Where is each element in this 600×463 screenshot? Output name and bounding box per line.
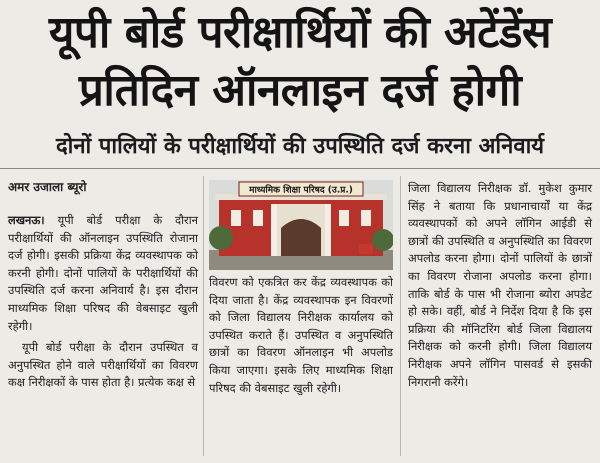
pillar bbox=[271, 204, 277, 256]
article-column-1 bbox=[8, 212, 198, 392]
article-paragraph: यूपी बोर्ड परीक्षा के दौरान उपस्थित व अनुपस्थित होने वाले परीक्षार्थियों का विवरण कक्ष निरीक्षकों के पास होता है। प्रत्येक कक्ष से bbox=[8, 340, 198, 390]
sign-text: माध्यमिक शिक्षा परिषद (उ.प्र.) bbox=[249, 185, 353, 196]
window bbox=[339, 210, 349, 226]
article-paragraph: विवरण को एकत्रित कर केंद्र व्यवस्थापक को दिया जाता है। केंद्र व्यवस्थापक इन विवरणों को जिला विद्यालय निरीक्षक कार्यालय को उपस्थित कराते हैं। उपस्थित व अनुपस्थिति छात्रों का विवरण ऑनलाइन भी अपलोड किया जाएगा। इसके लिए माध्यमिक शिक्षा परिषद की वेबसाइट खुली रहेगी। bbox=[209, 275, 393, 395]
window bbox=[361, 210, 371, 226]
column-divider bbox=[400, 176, 401, 456]
headline-line-1: यूपी बोर्ड परीक्षार्थियों की अटेंडेंस bbox=[48, 7, 552, 58]
arched-doorway bbox=[281, 219, 321, 256]
header-divider bbox=[0, 168, 600, 169]
headline-line-2: प्रतिदिन ऑनलाइन दर्ज होगी bbox=[78, 65, 522, 116]
article-column-3 bbox=[408, 180, 592, 391]
window bbox=[231, 210, 241, 226]
article-paragraph bbox=[8, 212, 198, 335]
window bbox=[253, 210, 263, 226]
article-paragraph: जिला विद्यालय निरीक्षक डॉ. मुकेश कुमार सिंह ने बताया कि प्रधानाचार्यों या केंद्र व्यवस्थापकों को अपने लॉगिन आईडी से छात्रों की उपस्थिति व अनुपस्थिति का विवरण अपलोड करना होगा। दोनों पालियों के छात्रों का विवरण रोजाना अपलोड करना होगा। ताकि बोर्ड के पास भी रोजाना ब्योरा अपडेट हो सके। वहीं, बोर्ड ने निर्देश दिया है कि इस प्रक्रिया की मॉनिटरिंग बोर्ड जिला विद्यालय निरीक्षक को करनी होगी। जिला विद्यालय निरीक्षक अपने लॉगिन पासवर्ड से इसकी निगरानी करेंगे। bbox=[408, 181, 592, 389]
byline: अमर उजाला ब्यूरो bbox=[8, 180, 87, 194]
dateline: लखनऊ। bbox=[8, 213, 45, 227]
subheadline: दोनों पालियों के परीक्षार्थियों की उपस्थिति दर्ज करना अनिवार्य bbox=[55, 134, 545, 159]
paragraph-text: यूपी बोर्ड परीक्षा के दौरान परीक्षार्थियों की ऑनलाइन उपस्थिति रोजाना दर्ज होगी। इसकी प्रक्रिया केंद्र व्यवस्थापक को करनी होगी। दोनों पालियों के परीक्षार्थियों की उपस्थिति दर्ज करना अनिवार्य है। इस दौरान माध्यमिक शिक्षा परिषद की वेबसाइट खुली रहेगी। bbox=[8, 213, 198, 333]
building-photo bbox=[209, 180, 393, 270]
column-divider bbox=[203, 176, 204, 456]
planter bbox=[359, 244, 373, 254]
pillar bbox=[325, 204, 331, 256]
article-column-2 bbox=[209, 274, 393, 397]
building-illustration bbox=[209, 180, 393, 270]
tree bbox=[209, 226, 233, 250]
tree bbox=[372, 229, 393, 251]
